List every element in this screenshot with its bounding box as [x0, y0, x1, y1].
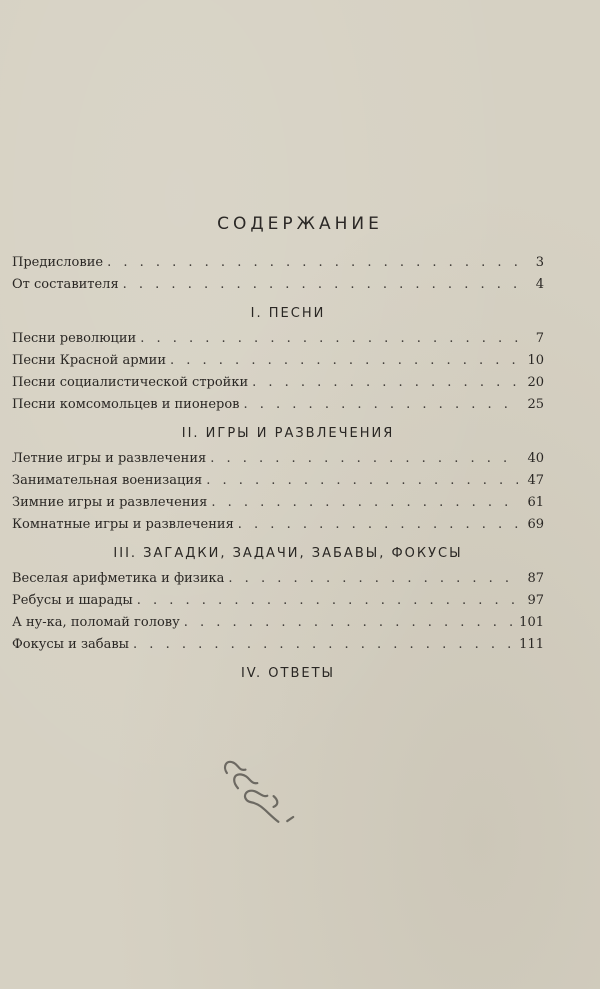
table-of-contents	[12, 252, 544, 688]
leader-dots	[238, 514, 518, 536]
toc-entry-label: От составителя	[12, 277, 119, 292]
toc-page-number: 40	[527, 451, 544, 466]
leader-dots	[107, 252, 518, 274]
toc-row[interactable]	[12, 394, 544, 416]
toc-row[interactable]	[12, 590, 544, 612]
toc-row[interactable]	[12, 350, 544, 372]
section-heading-games: II. ИГРЫ И РАЗВЛЕЧЕНИЯ	[181, 426, 395, 441]
leader-dots	[123, 274, 518, 296]
leader-dots	[252, 372, 518, 394]
toc-row-from-compiler[interactable]	[12, 274, 544, 296]
toc-page-number: 87	[527, 571, 544, 586]
toc-entry-label: Песни социалистической стройки	[12, 375, 249, 390]
toc-row[interactable]	[12, 568, 544, 590]
toc-entry-label: Предисловие	[12, 255, 104, 270]
toc-entry-label: Песни Красной армии	[12, 353, 166, 368]
toc-entry-label: Занимательная военизация	[12, 473, 203, 488]
leader-dots	[133, 634, 515, 656]
toc-page-number: 101	[519, 615, 544, 630]
toc-row[interactable]	[12, 372, 544, 394]
contents-title: СОДЕРЖАНИЕ	[217, 214, 383, 234]
toc-page-number: 4	[535, 277, 544, 292]
toc-page-number: 47	[527, 473, 544, 488]
toc-page-number: 69	[527, 517, 544, 532]
section-heading-answers: IV. ОТВЕТЫ	[240, 666, 336, 681]
section-heading-songs: I. ПЕСНИ	[250, 306, 326, 321]
toc-row[interactable]	[12, 470, 544, 492]
pencil-scribble-icon	[200, 745, 315, 838]
leader-dots	[211, 492, 518, 514]
section-heading-puzzles: III. ЗАГАДКИ, ЗАДАЧИ, ЗАБАВЫ, ФОКУСЫ	[113, 546, 463, 561]
toc-entry-label: Песни революции	[12, 331, 137, 346]
toc-entry-label: А ну-ка, поломай голову	[12, 615, 180, 630]
toc-entry-label: Зимние игры и развлечения	[12, 495, 208, 510]
toc-page-number: 25	[527, 397, 544, 412]
leader-dots	[140, 328, 518, 350]
leader-dots	[137, 590, 518, 612]
toc-entry-label: Фокусы и забавы	[12, 637, 130, 652]
toc-entry-label: Летние игры и развлечения	[12, 451, 207, 466]
toc-page-number: 20	[527, 375, 544, 390]
leader-dots	[228, 568, 518, 590]
toc-row[interactable]	[12, 514, 544, 536]
leader-dots	[210, 448, 518, 470]
toc-row[interactable]	[12, 448, 544, 470]
toc-page-number: 7	[535, 331, 544, 346]
toc-entry-label: Веселая арифметика и физика	[12, 571, 225, 586]
toc-page-number: 97	[527, 593, 544, 608]
toc-row[interactable]	[12, 492, 544, 514]
toc-page-number: 10	[527, 353, 544, 368]
leader-dots	[170, 350, 518, 372]
toc-row[interactable]	[12, 612, 544, 634]
toc-page-number: 3	[535, 255, 544, 270]
toc-entry-label: Комнатные игры и развлечения	[12, 517, 234, 532]
toc-row-preface[interactable]	[12, 252, 544, 274]
toc-entry-label: Ребусы и шарады	[12, 593, 133, 608]
toc-page-number: 111	[519, 637, 544, 652]
leader-dots	[184, 612, 515, 634]
toc-row[interactable]	[12, 634, 544, 656]
toc-entry-label: Песни комсомольцев и пионеров	[12, 397, 240, 412]
toc-page-number: 61	[527, 495, 544, 510]
leader-dots	[206, 470, 518, 492]
leader-dots	[244, 394, 519, 416]
toc-row[interactable]	[12, 328, 544, 350]
